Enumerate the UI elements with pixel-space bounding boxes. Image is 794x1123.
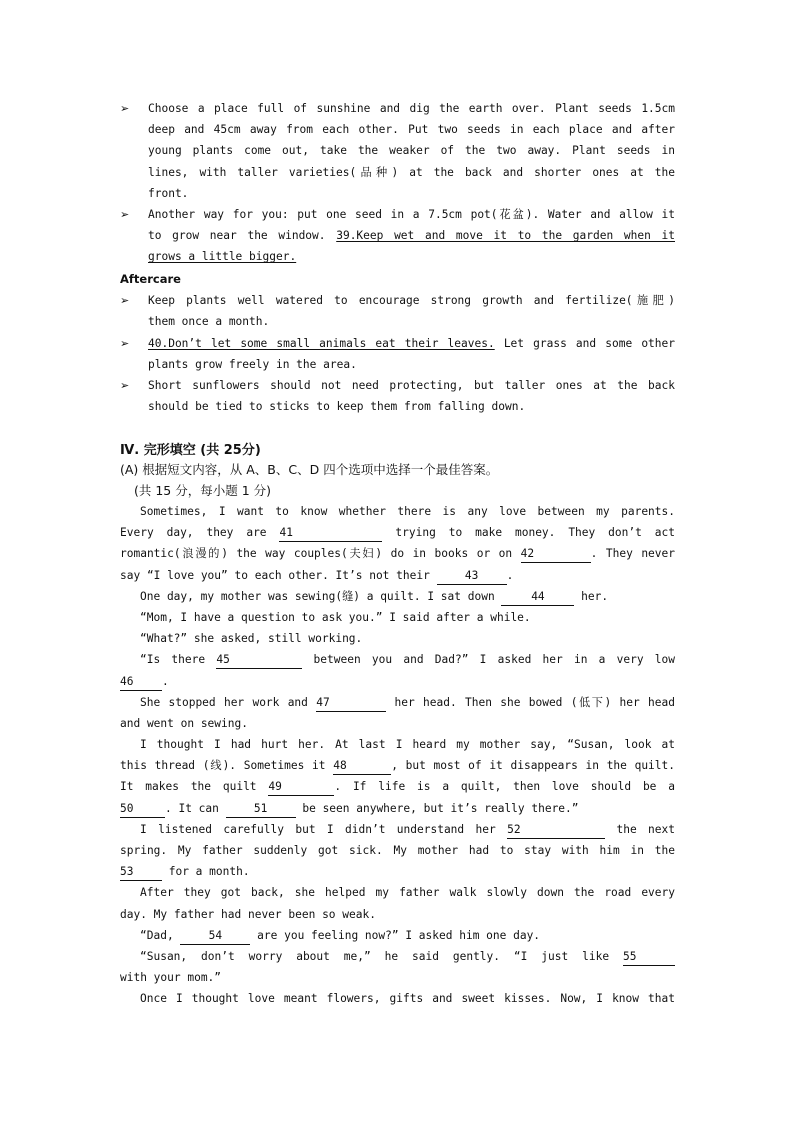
text-line: “What?” she asked, still working. [140,632,363,646]
text-line [120,925,675,946]
blank-48[interactable]: 48 [333,759,391,775]
text-line: plants grow freely in the area. [148,358,357,372]
text-line [148,225,675,246]
text-line [120,946,675,967]
section-score-note: (共 15 分，每小题 1 分) [134,483,272,498]
text-segment: Let grass and some other [494,337,675,350]
text-line [120,798,675,819]
text-segment: “Dad, [140,928,181,942]
arrowhead-bullet-icon: ➢ [120,379,130,392]
answer-39-underlined: 39.Keep wet and move it to the garden when it [336,229,675,243]
text-line: deep and 45cm away from each other. Put two seeds in each place and after [148,123,675,137]
text-segment: romantic(浪漫的) the way couples(夫妇) do in books or on [120,547,521,561]
blank-53[interactable]: 53 [120,865,162,881]
text-line: Once I thought love meant flowers, gifts and sweet kisses. Now, I know that [140,992,675,1006]
bullet-text [148,204,675,268]
blank-43[interactable]: 43 [437,569,507,585]
text-line [120,776,675,797]
text-line: front. [148,186,189,200]
text-segment: “Susan, don’t worry about me,” he said gently. “I just like [140,949,623,963]
text-line: I thought I had hurt her. At last I heard my mother say, “Susan, look at [140,738,675,752]
text-segment: be seen anywhere, but it’s really there.” [295,801,579,815]
text-line [148,246,675,267]
text-line: should be tied to sticks to keep them from falling down. [148,400,526,414]
arrowhead-bullet-icon: ➢ [120,102,130,115]
blank-42[interactable]: 42 [521,547,591,563]
text-segment: One day, my mother was sewing(缝) a quilt. I sat down [140,589,502,603]
text-segment: say “I love you” to each other. It’s not their [120,568,437,582]
blank-46[interactable]: 46 [120,675,162,691]
text-line: and went on sewing. [120,716,248,730]
text-segment: . [506,568,514,582]
answer-40-underlined: 40.Don’t let some small animals eat their leaves. [148,337,495,350]
blank-45[interactable]: 45 [216,653,302,669]
blank-51[interactable]: 51 [226,802,296,818]
text-segment: Every day, they are [120,526,280,540]
blank-50[interactable]: 50 [120,802,165,818]
text-line: Another way for you: put one seed in a 7.5cm pot(花盆). Water and allow it [148,208,675,221]
text-line: Choose a place full of sunshine and dig the earth over. Plant seeds 1.5cm [148,102,675,115]
text-segment: the next [605,822,675,836]
text-segment: “Is there [140,653,217,667]
text-line: them once a month. [148,315,270,329]
text-segment: for a month. [162,865,250,879]
text-line: lines, with taller varieties(品种) at the back and shorter ones at the [148,165,675,179]
answer-39-underlined-cont: grows a little bigger. [148,250,297,264]
text-segment: between you and Dad?” I asked her in a very low [302,653,675,667]
text-line [148,333,675,354]
text-segment: her head. Then she bowed (低下) her head [386,695,675,709]
text-line: Short sunflowers should not need protecting, but taller ones at the back [148,379,675,392]
text-line: Keep plants well watered to encourage strong growth and fertilize(施肥) [148,294,675,307]
arrowhead-bullet-icon: ➢ [120,208,130,221]
blank-49[interactable]: 49 [268,780,334,796]
passage [120,501,675,1010]
text-segment: It makes the quilt [120,780,269,794]
arrowhead-bullet-icon: ➢ [120,337,130,350]
text-segment: her. [574,589,609,603]
blank-52[interactable]: 52 [507,823,605,839]
bullet-text [148,290,675,332]
blank-47[interactable]: 47 [316,696,386,712]
text-line [120,543,675,564]
text-segment: I listened carefully but I didn’t understand her [140,822,508,836]
text-segment: . [162,674,169,688]
text-segment: to grow near the window. [148,229,337,243]
blank-55[interactable]: 55 [623,950,675,966]
blank-54[interactable]: 54 [180,929,250,945]
arrowhead-bullet-icon: ➢ [120,294,130,307]
text-line [120,671,675,692]
text-segment: this thread (线). Sometimes it [120,759,334,773]
text-segment: . If life is a quilt, then love should be a [334,780,675,794]
text-line [120,586,675,607]
text-line: After they got back, she helped my father walk slowly down the road every [140,886,675,900]
text-line [120,522,675,543]
text-line: day. My father had never been so weak. [120,907,376,921]
text-segment: . It can [165,801,226,815]
text-segment: . They never [590,547,675,561]
text-line [120,819,675,840]
aftercare-heading: Aftercare [120,272,181,286]
text-line: with your mom.” [120,971,222,985]
text-line: spring. My father suddenly got sick. My mother had to stay with him in the [120,844,675,857]
text-line: Sometimes, I want to know whether there is any love between my parents. [140,505,675,518]
blank-44[interactable]: 44 [501,590,574,606]
bullet-text [148,375,675,417]
text-segment: trying to make money. They don’t act [382,526,675,540]
text-line [120,692,675,713]
text-line [120,861,675,882]
blank-41[interactable]: 41 [279,526,382,542]
section-title: Ⅳ. 完形填空 (共 25分) [120,443,261,458]
text-segment: She stopped her work and [140,695,317,709]
text-line [120,755,675,776]
section-instruction: (A) 根据短文内容，从 A、B、C、D 四个选项中选择一个最佳答案。 [120,462,499,477]
bullet-text [148,333,675,375]
text-line [120,565,675,586]
text-segment: are you feeling now?” I asked him one day. [250,928,541,942]
bullet-text [148,98,675,204]
text-line: “Mom, I have a question to ask you.” I said after a while. [140,610,531,624]
text-segment: , but most of it disappears in the quilt. [391,759,675,773]
text-line [120,649,675,670]
text-line: young plants come out, take the weaker of the two away. Plant seeds in [148,144,675,158]
